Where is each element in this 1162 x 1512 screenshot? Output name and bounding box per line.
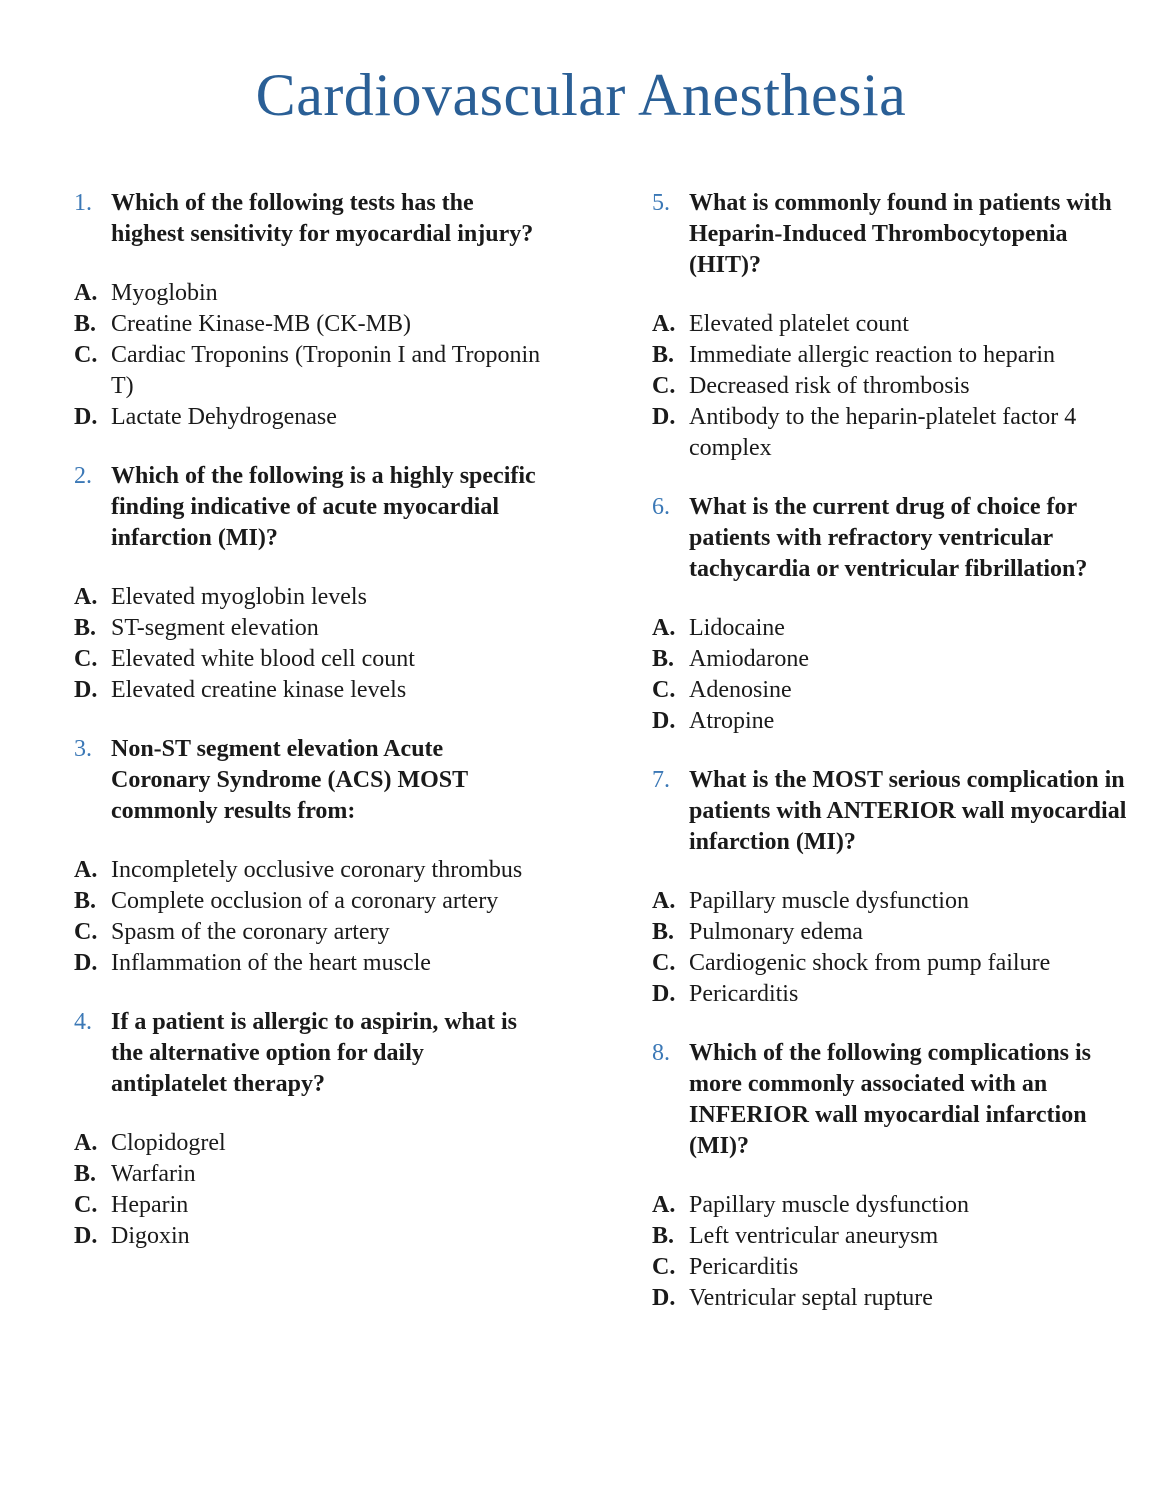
option-letter: C.: [74, 1192, 98, 1218]
option-d: [74, 1221, 544, 1252]
option-b: [74, 1159, 544, 1190]
question-text: What is the MOST serious complication in patients with ANTERIOR wall myocardial infarction (MI)?: [689, 767, 1127, 855]
question-header: [652, 188, 1132, 281]
option-letter: B.: [652, 646, 675, 672]
question-header: [74, 461, 544, 554]
option-d: [74, 948, 544, 979]
option-c: [652, 675, 1132, 706]
left-column: [74, 188, 544, 1280]
option-text: Lactate Dehydrogenase: [111, 404, 337, 430]
question-header: [74, 734, 544, 827]
option-text: Pericarditis: [689, 981, 799, 1007]
option-b: [74, 613, 544, 644]
option-text: Cardiogenic shock from pump failure: [689, 950, 1051, 976]
option-b: [652, 644, 1132, 675]
question-5: [652, 188, 1132, 464]
question-text: Which of the following tests has the highest sensitivity for myocardial injury?: [111, 190, 534, 247]
options-list: [652, 1190, 1132, 1314]
option-a: [74, 1128, 544, 1159]
option-text: Elevated white blood cell count: [111, 646, 415, 672]
option-text: Clopidogrel: [111, 1130, 226, 1156]
option-text: Warfarin: [111, 1161, 196, 1187]
option-text: Atropine: [689, 708, 775, 734]
question-text: What is commonly found in patients with Heparin-Induced Thrombocytopenia (HIT)?: [689, 190, 1112, 278]
option-letter: C.: [652, 1254, 676, 1280]
question-number: 5.: [652, 190, 670, 216]
option-b: [74, 309, 544, 340]
option-b: [74, 886, 544, 917]
question-number: 3.: [74, 736, 92, 762]
option-a: [652, 613, 1132, 644]
option-letter: A.: [74, 584, 98, 610]
option-letter: C.: [74, 646, 98, 672]
option-text: Decreased risk of thrombosis: [689, 373, 970, 399]
option-text: ST-segment elevation: [111, 615, 319, 641]
option-letter: A.: [74, 1130, 98, 1156]
option-d: [652, 979, 1132, 1010]
question-text: Which of the following complications is more commonly associated with an INFERIOR wall myocardial infarction (MI)?: [689, 1040, 1092, 1159]
option-d: [652, 1283, 1132, 1314]
option-letter: C.: [74, 919, 98, 945]
option-letter: C.: [74, 342, 98, 368]
options-list: [652, 886, 1132, 1010]
options-list: [652, 613, 1132, 737]
options-list: [652, 309, 1132, 464]
option-text: Elevated platelet count: [689, 311, 909, 337]
option-text: Amiodarone: [689, 646, 809, 672]
question-number: 8.: [652, 1040, 670, 1066]
option-b: [652, 340, 1132, 371]
option-c: [74, 1190, 544, 1221]
option-b: [652, 917, 1132, 948]
option-letter: B.: [652, 919, 675, 945]
option-a: [652, 1190, 1132, 1221]
option-letter: A.: [74, 857, 98, 883]
question-7: [652, 765, 1132, 1010]
option-text: Ventricular septal rupture: [689, 1285, 933, 1311]
option-text: Incompletely occlusive coronary thrombus: [111, 857, 523, 883]
question-text: Which of the following is a highly specific finding indicative of acute myocardial infarction (MI)?: [111, 463, 536, 551]
question-number: 1.: [74, 190, 92, 216]
option-letter: D.: [74, 1223, 98, 1249]
option-letter: A.: [652, 1192, 676, 1218]
question-number: 7.: [652, 767, 670, 793]
option-letter: A.: [652, 615, 676, 641]
question-header: [74, 188, 544, 250]
option-a: [74, 855, 544, 886]
option-text: Pulmonary edema: [689, 919, 863, 945]
option-text: Left ventricular aneurysm: [689, 1223, 939, 1249]
options-list: [74, 278, 544, 433]
option-b: [652, 1221, 1132, 1252]
option-letter: B.: [74, 888, 97, 914]
option-letter: A.: [74, 280, 98, 306]
option-letter: B.: [652, 1223, 675, 1249]
option-a: [74, 278, 544, 309]
option-d: [74, 402, 544, 433]
option-text: Cardiac Troponins (Troponin I and Troponin T): [111, 342, 541, 399]
option-letter: B.: [74, 615, 97, 641]
question-text: What is the current drug of choice for patients with refractory ventricular tachycardia or ventricular fibrillation?: [689, 494, 1088, 582]
question-header: [652, 1038, 1132, 1162]
option-text: Spasm of the coronary artery: [111, 919, 390, 945]
option-letter: D.: [652, 1285, 676, 1311]
question-text: If a patient is allergic to aspirin, what is the alternative option for daily antiplatelet therapy?: [111, 1009, 517, 1097]
question-header: [652, 492, 1132, 585]
option-letter: D.: [74, 950, 98, 976]
option-letter: A.: [652, 311, 676, 337]
question-number: 6.: [652, 494, 670, 520]
page-title: Cardiovascular Anesthesia: [255, 62, 907, 128]
option-text: Papillary muscle dysfunction: [689, 888, 969, 914]
question-header: [652, 765, 1132, 858]
option-d: [74, 675, 544, 706]
options-list: [74, 582, 544, 706]
question-2: [74, 461, 544, 706]
option-text: Papillary muscle dysfunction: [689, 1192, 969, 1218]
question-text: Non-ST segment elevation Acute Coronary Syndrome (ACS) MOST commonly results from:: [111, 736, 468, 824]
option-letter: A.: [652, 888, 676, 914]
option-text: Immediate allergic reaction to heparin: [689, 342, 1056, 368]
question-8: [652, 1038, 1132, 1314]
option-text: Elevated creatine kinase levels: [111, 677, 407, 703]
options-list: [74, 1128, 544, 1252]
option-text: Lidocaine: [689, 615, 785, 641]
option-text: Heparin: [111, 1192, 189, 1218]
option-c: [74, 917, 544, 948]
option-letter: C.: [652, 677, 676, 703]
question-number: 4.: [74, 1009, 92, 1035]
question-number: 2.: [74, 463, 92, 489]
option-a: [74, 582, 544, 613]
options-list: [74, 855, 544, 979]
option-letter: B.: [652, 342, 675, 368]
option-text: Inflammation of the heart muscle: [111, 950, 431, 976]
option-c: [652, 371, 1132, 402]
option-a: [652, 309, 1132, 340]
option-d: [652, 706, 1132, 737]
option-letter: D.: [652, 981, 676, 1007]
option-letter: D.: [652, 404, 676, 430]
option-letter: C.: [652, 950, 676, 976]
option-letter: B.: [74, 311, 97, 337]
option-c: [652, 948, 1132, 979]
option-letter: C.: [652, 373, 676, 399]
option-text: Pericarditis: [689, 1254, 799, 1280]
option-a: [652, 886, 1132, 917]
option-letter: D.: [74, 677, 98, 703]
option-d: [652, 402, 1132, 464]
option-text: Adenosine: [689, 677, 792, 703]
right-column: [652, 188, 1132, 1342]
option-c: [74, 340, 544, 402]
option-text: Digoxin: [111, 1223, 190, 1249]
option-text: Antibody to the heparin-platelet factor 4 complex: [689, 404, 1077, 461]
question-1: [74, 188, 544, 433]
question-3: [74, 734, 544, 979]
option-text: Myoglobin: [111, 280, 218, 306]
question-header: [74, 1007, 544, 1100]
question-4: [74, 1007, 544, 1252]
option-c: [74, 644, 544, 675]
option-letter: B.: [74, 1161, 97, 1187]
question-6: [652, 492, 1132, 737]
option-c: [652, 1252, 1132, 1283]
option-text: Creatine Kinase-MB (CK-MB): [111, 311, 411, 337]
option-letter: D.: [652, 708, 676, 734]
option-letter: D.: [74, 404, 98, 430]
option-text: Complete occlusion of a coronary artery: [111, 888, 499, 914]
option-text: Elevated myoglobin levels: [111, 584, 367, 610]
